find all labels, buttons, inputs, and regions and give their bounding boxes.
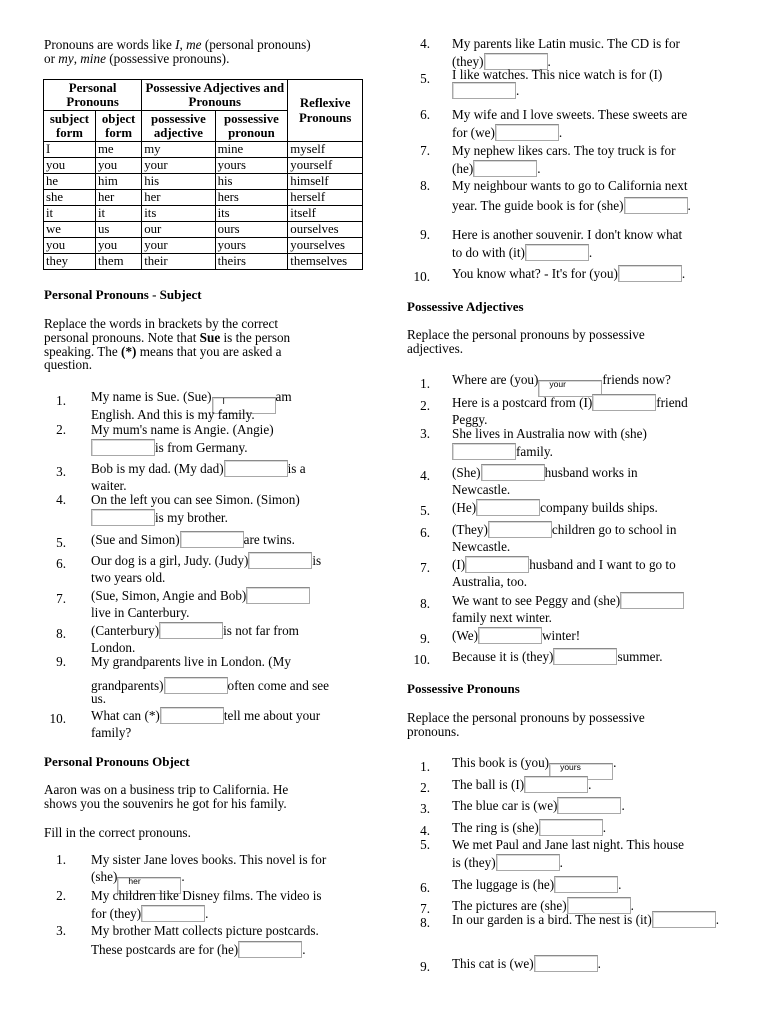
intro-example-mine: mine xyxy=(80,51,106,66)
item-number: 5. xyxy=(420,503,430,518)
item-text: two years old. xyxy=(91,570,166,585)
table-cell: it xyxy=(44,206,96,222)
answer-input[interactable] xyxy=(539,819,603,836)
table-cell: they xyxy=(44,254,96,270)
item-number: 3. xyxy=(56,464,66,479)
item-text: husband works in xyxy=(544,465,638,480)
item-number: 7. xyxy=(420,143,430,158)
answer-input[interactable] xyxy=(246,587,310,604)
table-cell: us xyxy=(95,222,141,238)
answer-input[interactable] xyxy=(465,556,529,573)
item-text: Bob is my dad. (My dad) xyxy=(91,461,224,476)
answer-input[interactable] xyxy=(248,552,312,569)
item-number: 10. xyxy=(413,652,430,667)
item-number: 8. xyxy=(420,596,430,611)
item-text: . xyxy=(302,942,306,957)
item-text: My nephew likes cars. The toy truck is for xyxy=(452,143,676,158)
item-number: 1. xyxy=(420,376,430,391)
item-text: . xyxy=(687,198,691,213)
item-number: 2. xyxy=(56,888,66,903)
instructions: adjectives. xyxy=(407,341,464,356)
item-number: 9. xyxy=(420,227,430,242)
item-text: is a xyxy=(287,461,306,476)
table-cell: hers xyxy=(215,190,288,206)
item-text: She lives in Australia now with (she) xyxy=(452,426,647,441)
intro-text: , xyxy=(73,51,81,66)
table-cell: yourself xyxy=(288,158,363,174)
item-text: are twins. xyxy=(243,532,295,547)
item-number: 6. xyxy=(56,556,66,571)
answer-input[interactable] xyxy=(141,905,205,922)
intro-text: (possessive pronouns). xyxy=(105,51,230,66)
item-text: husband and I want to go to xyxy=(529,557,676,572)
item-text: (They) xyxy=(452,522,488,537)
table-cell: I xyxy=(44,142,96,158)
table-row xyxy=(44,190,363,206)
instructions: Fill in the correct pronouns. xyxy=(44,825,191,840)
item-text: Australia, too. xyxy=(452,574,528,589)
answer-text: yours xyxy=(560,762,581,772)
item-text: My children like Disney films. The video is xyxy=(91,888,322,903)
header-personal-pronouns: Personal Pronouns xyxy=(44,80,142,111)
item-number: 7. xyxy=(420,560,430,575)
instructions: question. xyxy=(44,357,92,372)
section-title: Personal Pronouns Object xyxy=(44,754,190,769)
item-text: waiter. xyxy=(91,478,127,493)
item-number: 6. xyxy=(420,107,430,122)
item-number: 3. xyxy=(420,801,430,816)
answer-input[interactable] xyxy=(525,244,589,261)
table-cell: you xyxy=(95,238,141,254)
table-cell: your xyxy=(142,158,215,174)
item-text: (Sue, Simon, Angie and Bob) xyxy=(91,588,247,603)
section-title: Possessive Adjectives xyxy=(407,299,524,314)
item-text: My name is Sue. (Sue) xyxy=(91,389,212,404)
item-text: . xyxy=(558,125,563,140)
item-text: London. xyxy=(91,640,136,655)
answer-input[interactable] xyxy=(238,941,302,958)
item-text: . xyxy=(602,820,607,835)
item-text: The luggage is (he) xyxy=(452,877,555,892)
item-number: 2. xyxy=(420,780,430,795)
item-number: 4. xyxy=(420,36,430,51)
subheader-subject-form: subject form xyxy=(44,111,96,142)
item-text: friend xyxy=(656,395,688,410)
table-cell: mine xyxy=(215,142,288,158)
table-cell: itself xyxy=(288,206,363,222)
item-text: The pictures are (she) xyxy=(452,898,567,913)
answer-input[interactable] xyxy=(160,707,224,724)
intro-text: , xyxy=(179,37,187,52)
intro: Aaron was on a business trip to California. He xyxy=(44,782,289,797)
item-text: (Sue and Simon) xyxy=(91,532,180,547)
table-row xyxy=(44,254,363,270)
item-text: My parents like Latin music. The CD is for xyxy=(452,36,680,51)
item-text: My neighbour wants to go to California next xyxy=(452,178,688,193)
answer-input[interactable] xyxy=(452,443,516,460)
table-cell: our xyxy=(142,222,215,238)
answer-input[interactable] xyxy=(91,509,155,526)
item-text: Here is a postcard from (I) xyxy=(452,395,593,410)
item-text: children go to school in xyxy=(551,522,677,537)
instructions-bold: (*) xyxy=(121,344,137,359)
table-cell: his xyxy=(215,174,288,190)
item-text: Here is another souvenir. I don't know what xyxy=(452,227,683,242)
item-text: In our garden is a bird. The nest is (it) xyxy=(452,912,652,927)
item-text: My grandparents live in London. (My xyxy=(91,654,291,669)
item-text: Newcastle. xyxy=(452,482,511,497)
item-text: tell me about your xyxy=(223,708,321,723)
item-number: 7. xyxy=(56,591,66,606)
answer-input[interactable] xyxy=(620,592,684,609)
item-number: 4. xyxy=(56,492,66,507)
answer-input[interactable] xyxy=(557,797,621,814)
intro-text: (personal pronouns) xyxy=(201,37,311,52)
item-text: grandparents) xyxy=(91,678,164,693)
intro-text: or xyxy=(44,51,59,66)
table-cell: its xyxy=(215,206,288,222)
answer-input[interactable] xyxy=(452,82,516,99)
item-text: is xyxy=(312,553,322,568)
table-cell: myself xyxy=(288,142,363,158)
table-cell: she xyxy=(44,190,96,206)
item-number: 5. xyxy=(56,535,66,550)
item-text: (they) xyxy=(452,54,484,69)
answer-input[interactable] xyxy=(91,439,155,456)
table-cell: my xyxy=(142,142,215,158)
table-row xyxy=(44,174,363,190)
item-text: family. xyxy=(516,444,553,459)
item-text: . xyxy=(516,83,520,98)
item-number: 1. xyxy=(420,759,430,774)
item-number: 4. xyxy=(420,823,430,838)
item-text: to do with (it) xyxy=(452,245,525,260)
item-text: This cat is (we) xyxy=(452,956,534,971)
item-text: . xyxy=(537,161,541,176)
answer-input[interactable] xyxy=(473,160,537,177)
table-cell: ours xyxy=(215,222,288,238)
item-text: . xyxy=(630,898,634,913)
table-cell: theirs xyxy=(215,254,288,270)
table-row xyxy=(44,206,363,222)
table-row xyxy=(44,142,363,158)
table-cell: it xyxy=(95,206,141,222)
item-text: family next winter. xyxy=(452,610,552,625)
item-text: Newcastle. xyxy=(452,539,511,554)
answer-input[interactable] xyxy=(624,197,688,214)
item-text: Our dog is a girl, Judy. (Judy) xyxy=(91,553,249,568)
subheader-possessive-adjective: possessive adjective xyxy=(142,111,215,142)
header-reflexive: Reflexive Pronouns xyxy=(288,80,363,142)
item-number: 2. xyxy=(56,422,66,437)
subheader-object-form: object form xyxy=(95,111,141,142)
table-cell: themselves xyxy=(288,254,363,270)
answer-input[interactable] xyxy=(553,648,617,665)
item-text: . xyxy=(181,869,185,884)
pronoun-table xyxy=(43,79,363,270)
table-cell: ourselves xyxy=(288,222,363,238)
item-text: We met Paul and Jane last night. This house xyxy=(452,837,685,852)
answer-text: I xyxy=(222,396,225,406)
item-text: friends now? xyxy=(602,372,671,387)
item-number: 5. xyxy=(420,837,430,852)
table-cell: you xyxy=(95,158,141,174)
header-possessive: Possessive Adjectives and Pronouns xyxy=(142,80,288,111)
item-number: 6. xyxy=(420,525,430,540)
instructions: Replace the personal pronouns by possessive xyxy=(407,710,645,725)
table-row xyxy=(44,238,363,254)
section-title: Possessive Pronouns xyxy=(407,681,520,696)
item-text: for (they) xyxy=(91,906,142,921)
item-text: often come and see xyxy=(227,678,329,693)
table-cell: we xyxy=(44,222,96,238)
answer-input[interactable] xyxy=(478,627,542,644)
item-text: company builds ships. xyxy=(540,500,658,515)
table-cell: her xyxy=(95,190,141,206)
item-text: The blue car is (we) xyxy=(452,798,558,813)
item-text: You know what? - It's for (you) xyxy=(452,266,618,281)
item-number: 8. xyxy=(420,915,430,930)
item-number: 9. xyxy=(420,959,430,974)
item-number: 5. xyxy=(420,71,430,86)
item-text: is from Germany. xyxy=(155,440,248,455)
answer-input[interactable] xyxy=(164,677,228,694)
answer-input[interactable] xyxy=(524,776,588,793)
item-number: 7. xyxy=(420,901,430,916)
item-text: Because it is (they) xyxy=(452,649,554,664)
item-text: What can (*) xyxy=(91,708,160,723)
item-text: am xyxy=(275,389,292,404)
item-text: My mum's name is Angie. (Angie) xyxy=(91,422,274,437)
table-cell: yours xyxy=(215,238,288,254)
answer-input[interactable] xyxy=(652,911,716,928)
instructions: is the person xyxy=(220,330,291,345)
item-number: 4. xyxy=(420,468,430,483)
item-text: us. xyxy=(91,691,107,706)
answer-input[interactable] xyxy=(476,499,540,516)
instructions: pronouns. xyxy=(407,724,460,739)
item-number: 1. xyxy=(56,852,66,867)
item-number: 8. xyxy=(56,626,66,641)
item-text: summer. xyxy=(617,649,663,664)
table-cell: yours xyxy=(215,158,288,174)
item-text: Peggy. xyxy=(452,412,488,427)
instructions: means that you are asked a xyxy=(136,344,282,359)
instructions: speaking. The xyxy=(44,344,122,359)
item-number: 3. xyxy=(420,426,430,441)
table-cell: your xyxy=(142,238,215,254)
item-text: year. The guide book is for (she) xyxy=(452,198,624,213)
item-text: (Canterbury) xyxy=(91,623,160,638)
answer-input[interactable] xyxy=(534,955,598,972)
item-number: 3. xyxy=(56,923,66,938)
item-text: family? xyxy=(91,725,132,740)
item-text: live in Canterbury. xyxy=(91,605,190,620)
item-text: . xyxy=(588,245,593,260)
item-text: My wife and I love sweets. These sweets are xyxy=(452,107,688,122)
table-cell: her xyxy=(142,190,215,206)
instructions: Replace the personal pronouns by possessive xyxy=(407,327,645,342)
answer-input[interactable] xyxy=(481,464,545,481)
table-cell: himself xyxy=(288,174,363,190)
item-text: I like watches. This nice watch is for (I) xyxy=(452,67,663,82)
subheader-possessive-pronoun: possessive pronoun xyxy=(215,111,288,142)
answer-input[interactable] xyxy=(495,124,559,141)
item-text: We want to see Peggy and (she) xyxy=(452,593,621,608)
instructions-bold: Sue xyxy=(199,330,221,345)
item-text: . xyxy=(621,798,625,813)
item-text: On the left you can see Simon. (Simon) xyxy=(91,492,300,507)
answer-input[interactable] xyxy=(554,876,618,893)
item-text: . xyxy=(588,777,592,792)
item-number: 1. xyxy=(56,393,66,408)
table-cell: his xyxy=(142,174,215,190)
item-text: . xyxy=(559,855,563,870)
item-text: The ball is (I) xyxy=(452,777,525,792)
item-text: . xyxy=(613,755,617,770)
item-text: My brother Matt collects picture postcards. xyxy=(91,923,319,938)
answer-input[interactable] xyxy=(496,854,560,871)
item-number: 2. xyxy=(420,398,430,413)
item-text: (she) xyxy=(91,869,118,884)
answer-text: your xyxy=(549,379,566,389)
table-cell: he xyxy=(44,174,96,190)
item-text: English. And this is my family. xyxy=(91,407,255,422)
item-text: Where are (you) xyxy=(452,372,539,387)
answer-input[interactable] xyxy=(224,460,288,477)
answer-input[interactable] xyxy=(618,265,682,282)
item-text: . xyxy=(597,956,601,971)
item-number: 8. xyxy=(420,178,430,193)
item-text: (We) xyxy=(452,628,479,643)
table-cell: them xyxy=(95,254,141,270)
intro-example-i: I xyxy=(175,37,180,52)
item-text: This book is (you) xyxy=(452,755,550,770)
item-text: My sister Jane loves books. This novel is for xyxy=(91,852,327,867)
section-title: Personal Pronouns - Subject xyxy=(44,287,202,302)
intro: shows you the souvenirs he got for his family. xyxy=(44,796,287,811)
table-cell: herself xyxy=(288,190,363,206)
table-cell: you xyxy=(44,158,96,174)
item-text: is (they) xyxy=(452,855,496,870)
table-cell: its xyxy=(142,206,215,222)
item-text: . xyxy=(681,266,686,281)
item-number: 6. xyxy=(420,880,430,895)
answer-input[interactable] xyxy=(180,531,244,548)
table-cell: their xyxy=(142,254,215,270)
item-text: These postcards are for (he) xyxy=(91,942,239,957)
table-cell: him xyxy=(95,174,141,190)
item-text: . xyxy=(547,54,551,69)
intro-text: Pronouns are words like xyxy=(44,37,176,52)
item-text: is not far from xyxy=(223,623,299,638)
table-cell: you xyxy=(44,238,96,254)
item-number: 10. xyxy=(49,711,66,726)
item-text: (he) xyxy=(452,161,474,176)
table-cell: yourselves xyxy=(288,238,363,254)
instructions: Replace the words in brackets by the correct xyxy=(44,316,278,331)
item-text: (She) xyxy=(452,465,481,480)
item-text: is my brother. xyxy=(155,510,228,525)
answer-input[interactable] xyxy=(488,521,552,538)
intro-example-me: me xyxy=(186,37,202,52)
answer-text: her xyxy=(128,876,141,886)
item-text: . xyxy=(715,912,720,927)
item-text: . xyxy=(618,877,622,892)
item-text: (I) xyxy=(452,557,466,572)
item-number: 10. xyxy=(413,269,430,284)
table-cell: me xyxy=(95,142,141,158)
answer-input[interactable] xyxy=(159,622,223,639)
intro-example-my: my xyxy=(58,51,74,66)
answer-input[interactable] xyxy=(592,394,656,411)
table-row xyxy=(44,222,363,238)
item-number: 9. xyxy=(420,631,430,646)
instructions: personal pronouns. Note that xyxy=(44,330,200,345)
item-text: winter! xyxy=(542,628,581,643)
item-text: . xyxy=(205,906,209,921)
item-text: (He) xyxy=(452,500,477,515)
item-number: 9. xyxy=(56,654,66,669)
item-text: for (we) xyxy=(452,125,495,140)
item-text: The ring is (she) xyxy=(452,820,539,835)
table-row xyxy=(44,158,363,174)
